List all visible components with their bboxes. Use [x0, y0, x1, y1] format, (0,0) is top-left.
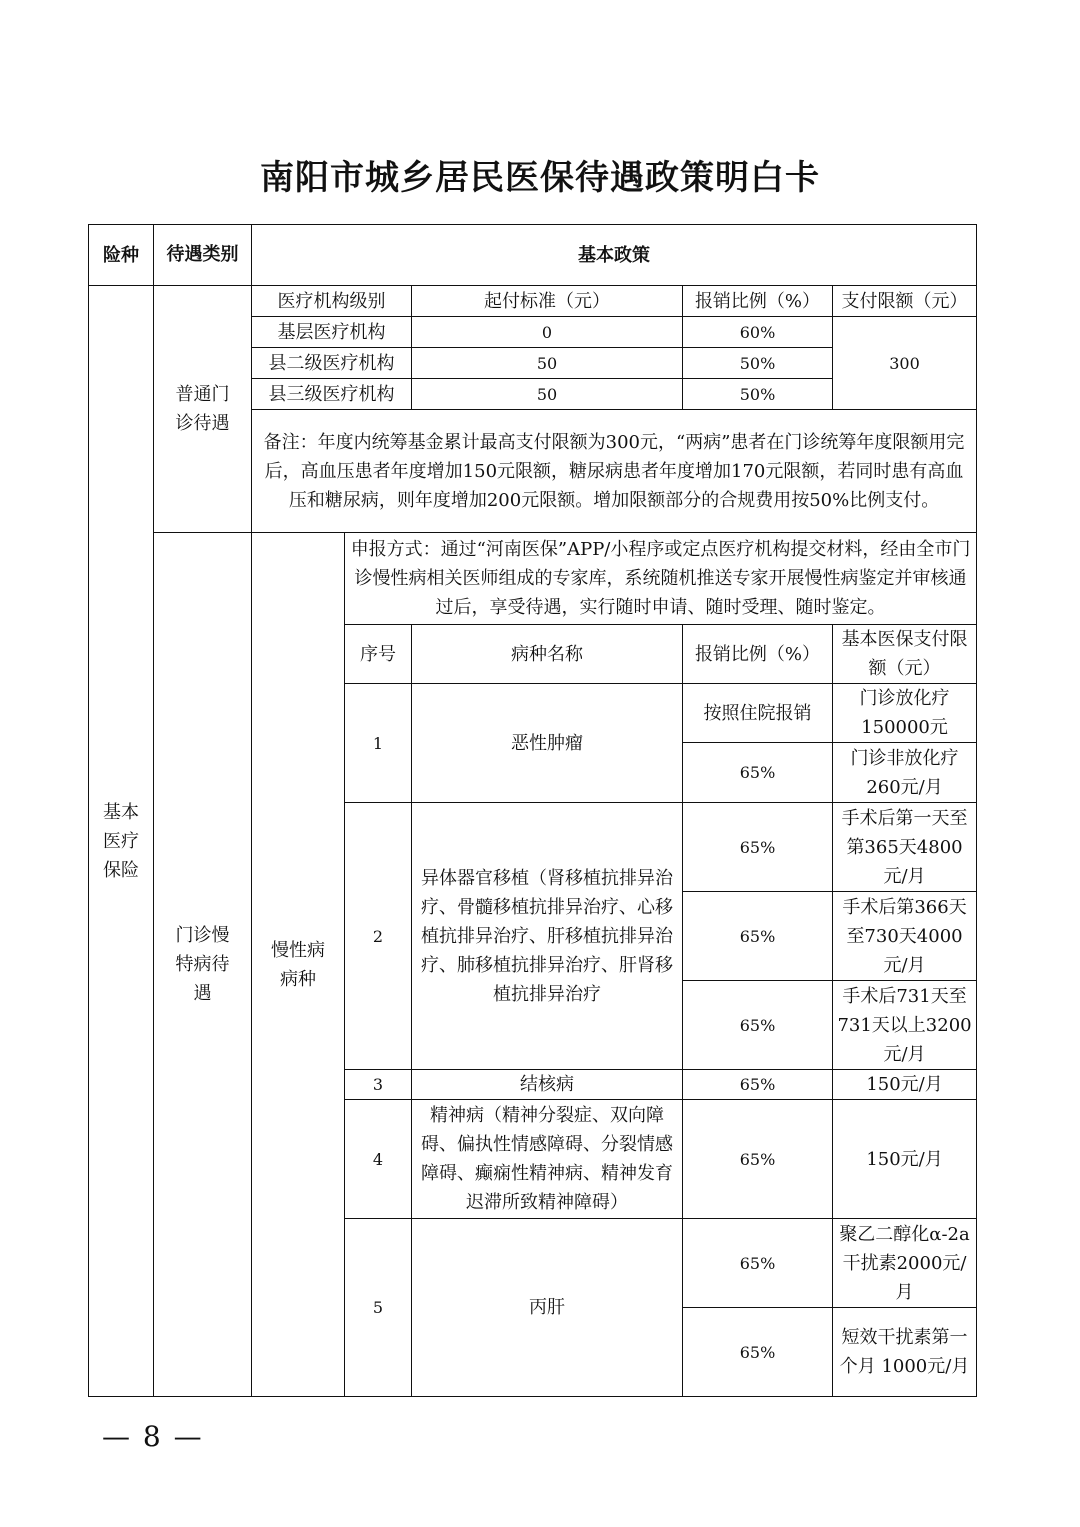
disease-ratio: 65%: [683, 1100, 833, 1219]
disease-ratio: 65%: [683, 1070, 833, 1100]
gen-row-deductible: 0: [412, 317, 683, 348]
disease-limit: 门诊放化疗150000元: [833, 684, 977, 743]
gen-col-deductible: 起付标准（元）: [412, 286, 683, 317]
disease-limit: 手术后731天至731天以上3200元/月: [833, 981, 977, 1070]
gen-col-limit: 支付限额（元）: [833, 286, 977, 317]
gen-note: 备注：年度内统筹基金累计最高支付限额为300元，“两病”患者在门诊统筹年度限额用完后，高血压患者年度增加150元限额，糖尿病患者年度增加170元限额，若同时患有高血压和糖尿病，则年度增加200元限额。增加限额部分的合规费用按50%比例支付。: [252, 410, 977, 533]
disease-name: 恶性肿瘤: [412, 684, 683, 803]
disease-name: 异体器官移植（肾移植抗排异治疗、骨髓移植抗排异治疗、心移植抗排异治疗、肝移植抗排异治疗、肺移植抗排异治疗、肝肾移植抗排异治疗: [412, 803, 683, 1070]
gen-row-deductible: 50: [412, 379, 683, 410]
header-category: 待遇类别: [154, 225, 252, 286]
disease-limit: 手术后第366天至730天4000元/月: [833, 892, 977, 981]
chronic-subtype-label: 慢性病病种: [252, 533, 345, 1397]
chronic-col-name: 病种名称: [412, 625, 683, 684]
chronic-col-ratio: 报销比例（%）: [683, 625, 833, 684]
gen-row-ratio: 50%: [683, 379, 833, 410]
disease-no: 3: [345, 1070, 412, 1100]
disease-limit: 聚乙二醇化α-2a干扰素2000元/月: [833, 1219, 977, 1308]
header-policy: 基本政策: [252, 225, 977, 286]
gen-limit: 300: [833, 317, 977, 410]
chronic-apply-method: 申报方式：通过“河南医保”APP/小程序或定点医疗机构提交材料，经由全市门诊慢性病相关医师组成的专家库，系统随机推送专家开展慢性病鉴定并审核通过后，享受待遇，实行随时申请、随时受理、随时鉴定。: [345, 533, 977, 625]
gen-row-ratio: 60%: [683, 317, 833, 348]
gen-row-ratio: 50%: [683, 348, 833, 379]
disease-no: 5: [345, 1219, 412, 1397]
chronic-col-no: 序号: [345, 625, 412, 684]
disease-name: 结核病: [412, 1070, 683, 1100]
policy-table: [88, 224, 977, 1397]
header-insurance: 险种: [89, 225, 154, 286]
disease-ratio: 65%: [683, 892, 833, 981]
disease-limit: 150元/月: [833, 1070, 977, 1100]
disease-ratio: 65%: [683, 1219, 833, 1308]
disease-limit: 短效干扰素第一个月 1000元/月: [833, 1308, 977, 1397]
page-title: 南阳市城乡居民医保待遇政策明白卡: [260, 158, 820, 198]
gen-row-level: 县三级医疗机构: [252, 379, 412, 410]
disease-name: 精神病（精神分裂症、双向障碍、偏执性情感障碍、分裂情感障碍、癫痫性精神病、精神发育迟滞所致精神障碍）: [412, 1100, 683, 1219]
chronic-category-label: 门诊慢特病待遇: [154, 533, 252, 1397]
gen-col-level: 医疗机构级别: [252, 286, 412, 317]
page-number: — 8 —: [102, 1420, 204, 1453]
disease-ratio: 65%: [683, 1308, 833, 1397]
disease-no: 4: [345, 1100, 412, 1219]
insurance-type: 基本医疗保险: [89, 286, 154, 1397]
disease-ratio: 65%: [683, 803, 833, 892]
disease-ratio: 按照住院报销: [683, 684, 833, 743]
gen-row-deductible: 50: [412, 348, 683, 379]
chronic-col-limit: 基本医保支付限额（元）: [833, 625, 977, 684]
disease-no: 1: [345, 684, 412, 803]
disease-limit: 手术后第一天至第365天4800元/月: [833, 803, 977, 892]
disease-ratio: 65%: [683, 743, 833, 803]
general-outpatient-label: 普通门诊待遇: [154, 286, 252, 533]
gen-col-ratio: 报销比例（%）: [683, 286, 833, 317]
disease-no: 2: [345, 803, 412, 1070]
gen-row-level: 县二级医疗机构: [252, 348, 412, 379]
disease-ratio: 65%: [683, 981, 833, 1070]
gen-row-level: 基层医疗机构: [252, 317, 412, 348]
disease-limit: 门诊非放化疗260元/月: [833, 743, 977, 803]
disease-name: 丙肝: [412, 1219, 683, 1397]
disease-limit: 150元/月: [833, 1100, 977, 1219]
